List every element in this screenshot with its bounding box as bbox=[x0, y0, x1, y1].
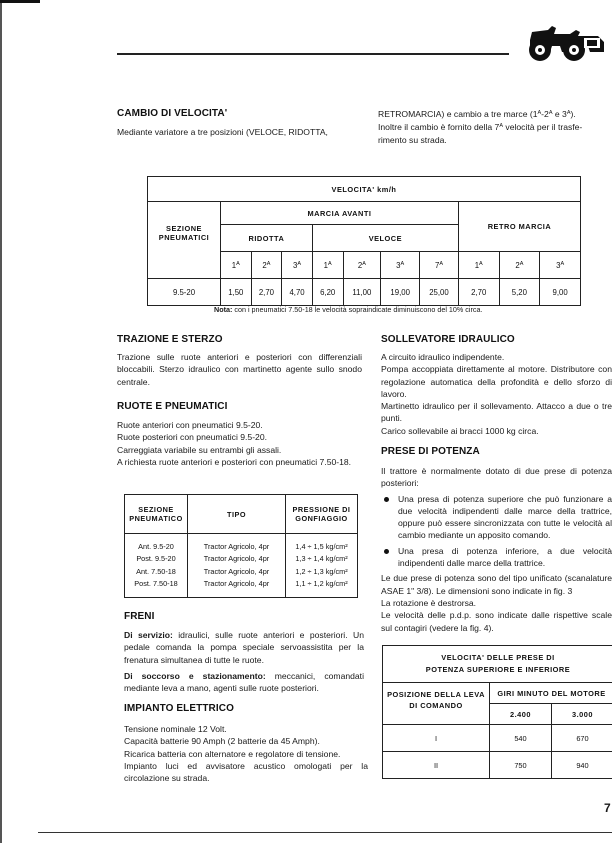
gear-header: $2^A$ bbox=[343, 252, 381, 279]
tire-table bbox=[124, 494, 358, 598]
sollevatore-text: A circuito idraulico indipendente. Pompa accoppiata direttamente al motore. Distributore con regolazione automatica della profondità e dello sforzo di lavoro. Martinetto idraulico per il sollevamento. Attacco a due o tre punti. Carico sollevabile ai bracci 1000 kg circa. bbox=[381, 352, 612, 436]
gear-header: $2^A$ bbox=[499, 252, 540, 279]
speed-table-note: Nota: con i pneumatici 7.50-18 le velocità sopraindicate diminuiscono del 10% circa. bbox=[214, 305, 483, 314]
tire-types: Tractor Agricolo, 4pr Tractor Agricolo, 4pr Tractor Agricolo, 4pr Tractor Agricolo, 4pr bbox=[188, 534, 286, 598]
col-posizione-leva: POSIZIONE DELLA LEVA DI COMANDO bbox=[383, 683, 490, 725]
page-edge bbox=[0, 0, 2, 843]
gear-header: $1^A$ bbox=[458, 252, 499, 279]
cell-rpm: 540 bbox=[490, 725, 552, 752]
scan-mark bbox=[0, 0, 40, 3]
col-sezione-pneumatici: SEZIONE PNEUMATICI bbox=[148, 202, 221, 279]
cell-position: II bbox=[383, 752, 490, 779]
cell-speed: 5,20 bbox=[499, 279, 540, 306]
prese-text: Il trattore è normalmente dotato di due prese di potenza posteriori: Una presa di potenza superiore che può funzionare a due velocità indipendenti dalle marce della trattrice, oppure può essere sincronizzata con tutte le velocità al cambio mediante un apposito comando. Una presa di potenza inferiore, a due velocità indipendenti dalle marce della trattrice. Le due prese di potenza sono del tipo unificato (scanalature ASAE 1" 3/8). Le dimensioni sono indicate in fig. 3 La rotazione è destrorsa. Le velocità delle p.d.p. sono indicate dalle rispettive scale sul contagiri (vedere la fig. 4). bbox=[381, 466, 612, 633]
section-title-trazione: TRAZIONE E STERZO bbox=[117, 334, 223, 345]
prese-bullet: Una presa di potenza inferiore, a due velocità indipendenti dalle marce della trattrice. bbox=[381, 545, 612, 570]
ruote-text: Ruote anteriori con pneumatici 9.5-20. Ruote posteriori con pneumatici 9.5-20. Carreggiata variabile su entrambi gli assali. A richiesta ruote anteriori e posteriori con pneumatici 7.50-18. bbox=[117, 420, 352, 467]
tire-pressures: 1,4 ÷ 1,5 kg/cm² 1,3 ÷ 1,4 kg/cm² 1,2 ÷ 1,3 kg/cm² 1,1 ÷ 1,2 kg/cm² bbox=[286, 534, 358, 598]
cell-rpm: 940 bbox=[551, 752, 612, 779]
cell-section: 9.5-20 bbox=[148, 279, 221, 306]
cell-speed: 2,70 bbox=[251, 279, 282, 306]
table-row bbox=[383, 725, 612, 752]
rpm-3000: 3.000 bbox=[551, 704, 612, 725]
pto-table-title: VELOCITA' DELLE PRESE DI POTENZA SUPERIORE E INFERIORE bbox=[383, 646, 612, 683]
gear-header: $1^A$ bbox=[312, 252, 343, 279]
section-title-ruote: RUOTE E PNEUMATICI bbox=[117, 401, 228, 412]
sub-ridotta: RIDOTTA bbox=[221, 225, 313, 252]
freni-soccorso: Di soccorso e stazionamento: meccanici, comandati mediante leva a mano, agenti sulle ruote posteriori. bbox=[124, 671, 364, 694]
prese-bullet: Una presa di potenza superiore che può funzionare a due velocità indipendenti dalle marce della trattrice, oppure può essere sincronizzata con tutte le velocità al cambio mediante un apposito comando. bbox=[381, 493, 612, 542]
trazione-text: Trazione sulle ruote anteriori e posteriori con differenziali bloccabili. Sterzo idraulico con martinetto agente sullo snodo centrale. bbox=[117, 352, 362, 387]
section-title-prese: PRESE DI POTENZA bbox=[381, 446, 480, 457]
cell-speed: 9,00 bbox=[540, 279, 581, 306]
section-title-sollevatore: SOLLEVATORE IDRAULICO bbox=[381, 334, 515, 345]
cell-position: I bbox=[383, 725, 490, 752]
sub-veloce: VELOCE bbox=[312, 225, 458, 252]
cell-speed: 6,20 bbox=[312, 279, 343, 306]
cambio-text-left: Mediante variatore a tre posizioni (VELOCE, RIDOTTA, bbox=[117, 127, 328, 137]
col-tipo: TIPO bbox=[188, 495, 286, 534]
cambio-text-right: RETROMARCIA) e cambio a tre marce ($1^A-2^A$ e $3^A$). Inoltre il cambio è fornito della $7^A$ velocità per il trasfe- rimento su strada. bbox=[378, 109, 583, 145]
gear-header: $1^A$ bbox=[221, 252, 252, 279]
speed-table bbox=[147, 176, 581, 306]
gear-header: $3^A$ bbox=[381, 252, 420, 279]
cell-speed: 19,00 bbox=[381, 279, 420, 306]
cell-rpm: 750 bbox=[490, 752, 552, 779]
col-pressione: PRESSIONE DI GONFIAGGIO bbox=[286, 495, 358, 534]
gear-header: $2^A$ bbox=[251, 252, 282, 279]
rpm-2400: 2.400 bbox=[490, 704, 552, 725]
freni-servizio: Di servizio: idraulici, sulle ruote anteriori e posteriori. Un pedale comanda la pompa speciale servoassistita per la frenatura simultanea di tutte le ruote. bbox=[124, 630, 364, 665]
section-title-cambio: CAMBIO DI VELOCITA' bbox=[117, 108, 228, 119]
speed-table-title: VELOCITA' km/h bbox=[148, 177, 581, 202]
table-row bbox=[148, 279, 581, 306]
gear-header: $7^A$ bbox=[420, 252, 459, 279]
section-title-freni: FRENI bbox=[124, 611, 155, 622]
header-rule bbox=[117, 53, 509, 55]
gear-header: $3^A$ bbox=[540, 252, 581, 279]
group-marcia-avanti: MARCIA AVANTI bbox=[221, 202, 459, 225]
group-retro-marcia: RETRO MARCIA bbox=[458, 202, 580, 252]
tire-sections: Ant. 9.5-20 Post. 9.5-20 Ant. 7.50-18 Post. 7.50-18 bbox=[125, 534, 188, 598]
cell-speed: 11,00 bbox=[343, 279, 381, 306]
col-sezione-pneumatico: SEZIONE PNEUMATICO bbox=[125, 495, 188, 534]
page-number: 7 bbox=[604, 801, 611, 815]
impianto-text: Tensione nominale 12 Volt. Capacità batterie 90 Amph (2 batterie da 45 Amph). Ricarica batteria con alternatore e regolatore di tensione. Impianto luci ed avvisatore acustico omologati per la circolazione su strada. bbox=[124, 724, 368, 784]
gear-header: $3^A$ bbox=[282, 252, 313, 279]
table-row bbox=[383, 752, 612, 779]
cell-speed: 25,00 bbox=[420, 279, 459, 306]
cell-speed: 4,70 bbox=[282, 279, 313, 306]
col-giri-motore: GIRI MINUTO DEL MOTORE bbox=[490, 683, 612, 704]
section-title-impianto: IMPIANTO ELETTRICO bbox=[124, 703, 234, 714]
cell-speed: 1,50 bbox=[221, 279, 252, 306]
tractor-icon bbox=[518, 26, 612, 62]
footer-rule bbox=[38, 832, 612, 833]
cell-rpm: 670 bbox=[551, 725, 612, 752]
pto-table bbox=[382, 645, 612, 779]
cell-speed: 2,70 bbox=[458, 279, 499, 306]
